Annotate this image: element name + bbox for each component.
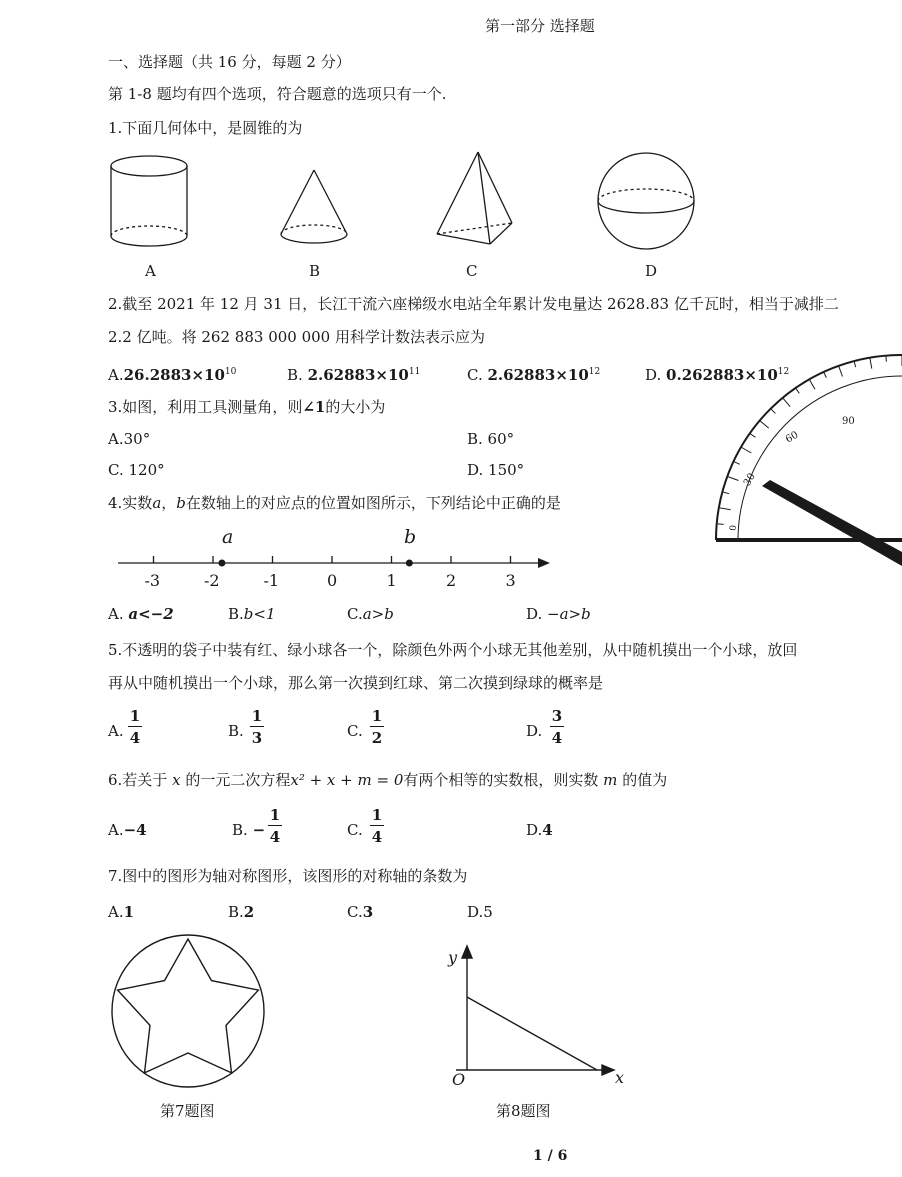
number-line-point-b	[406, 560, 413, 567]
protractor-tick-30: 30	[741, 471, 758, 489]
cone-figure	[281, 170, 347, 243]
q2-option-c: C. $2.62883\times 10^{12}$	[467, 366, 601, 384]
q7-option-d: D.5	[467, 903, 493, 921]
q4-option-a: A. a<−2	[108, 605, 174, 623]
number-line-tick-label: -1	[263, 571, 280, 590]
fig8-origin-label: O	[452, 1070, 466, 1089]
fig8-x-label: x	[615, 1068, 625, 1087]
q5-stem-line1: 5.不透明的袋子中装有红、绿小球各一个，除颜色外两个小球无其他差别，从中随机摸出一个小球，放回	[108, 641, 798, 659]
q5-option-c-fraction: 1 2	[371, 707, 383, 747]
protractor-tick-mark	[742, 448, 752, 454]
cylinder-figure	[111, 156, 187, 246]
q4-option-c: C.a>b	[347, 605, 394, 623]
q6-option-d: D.4	[526, 821, 553, 839]
q7-option-c: C.3	[347, 903, 374, 921]
protractor-tick-mark	[718, 524, 724, 525]
q5-option-a-letter: A.	[108, 722, 124, 740]
protractor-tick-mark	[783, 398, 790, 406]
q2-stem-line1: 2.截至 2021 年 12 月 31 日，长江干流六座梯级水电站全年累计发电量达 2628.83 亿千瓦时，相当于减排二	[108, 295, 839, 313]
protractor-tick-mark	[824, 372, 827, 377]
number-line-label-a: a	[222, 526, 234, 548]
number-line-tick-label: -2	[204, 571, 220, 590]
number-line-tick-label: 3	[505, 571, 516, 590]
fig8-y-label: y	[448, 948, 458, 967]
number-line-tick-label: 0	[327, 571, 338, 590]
q5-option-d-fraction: 3 4	[551, 707, 563, 747]
section-title: 第一部分 选择题	[485, 17, 595, 35]
q7-option-a: A.1	[108, 903, 135, 921]
q4-stem: 4.实数a，b在数轴上的对应点的位置如图所示，下列结论中正确的是	[108, 494, 561, 512]
q4-option-b: B.b<1	[228, 605, 276, 623]
q7-stem: 7.图中的图形为轴对称图形，该图形的对称轴的条数为	[108, 867, 468, 885]
part-instruction: 第 1-8 题均有四个选项，符合题意的选项只有一个.	[108, 85, 447, 103]
q5-option-a-fraction: 1 4	[129, 707, 141, 747]
q2-stem-line2: 2.2 亿吨。将 262 883 000 000 用科学计数法表示应为	[108, 328, 485, 346]
q6-option-b-letter: B. −	[232, 821, 266, 839]
q3-stem: 3.如图，利用工具测量角，则∠1的大小为	[108, 398, 386, 416]
axes-triangle-figure	[456, 946, 614, 1075]
protractor-tick-90: 90	[842, 416, 855, 427]
q6-option-b-fraction: 1 4	[269, 806, 281, 846]
protractor-figure	[716, 355, 902, 566]
number-line	[118, 556, 550, 568]
protractor-tick-mark	[886, 356, 887, 362]
q1-stem: 1.下面几何体中，是圆锥的为	[108, 119, 303, 137]
number-line-tick-label: -3	[144, 571, 161, 590]
q1-label-c: C	[466, 262, 478, 280]
q4-option-d: D. −a>b	[526, 605, 591, 623]
q3-option-a: A.30°	[108, 430, 151, 448]
number-line-point-a	[218, 560, 225, 567]
protractor-tick-mark	[723, 492, 729, 494]
protractor-tick-mark	[870, 358, 872, 369]
q2-option-a: $A.26.2883\times 10^{10}$	[108, 366, 237, 384]
protractor-tick-mark	[734, 462, 739, 465]
q3-option-d: D. 150°	[467, 461, 525, 479]
protractor-tick-mark	[720, 508, 731, 510]
page-number: 1 / 6	[533, 1148, 568, 1164]
q2-option-b: B. $2.62883\times 10^{11}$	[287, 366, 421, 384]
protractor-tick-mark	[760, 421, 768, 428]
number-line-label-b: b	[404, 526, 417, 548]
q6-option-a: A.−4	[108, 821, 147, 839]
sphere-figure	[598, 153, 694, 249]
q6-option-c-letter: C.	[347, 821, 363, 839]
q5-option-b-letter: B.	[228, 722, 244, 740]
protractor-tick-mark	[839, 366, 843, 376]
protractor-tick-mark	[854, 361, 856, 367]
protractor-tick-mark	[796, 388, 799, 393]
protractor-tick-0: 0	[728, 524, 740, 532]
star-in-circle-figure	[112, 935, 264, 1087]
q7-option-b: B.2	[228, 903, 255, 921]
number-line-tick-label: 2	[446, 571, 457, 590]
q5-stem-line2: 再从中随机摸出一个小球，那么第一次摸到红球、第二次摸到绿球的概率是	[108, 674, 604, 692]
part-heading: 一、选择题（共 16 分，每题 2 分）	[108, 53, 351, 71]
q5-option-b-fraction: 1 3	[251, 707, 263, 747]
q1-label-b: B	[309, 262, 321, 280]
protractor-tick-mark	[750, 434, 755, 437]
q5-option-c-letter: C.	[347, 722, 363, 740]
fig8-caption: 第8题图	[496, 1102, 551, 1120]
protractor-tick-mark	[810, 380, 816, 390]
q5-option-d-letter: D.	[526, 722, 543, 740]
q1-label-d: D	[645, 262, 658, 280]
protractor-tick-mark	[771, 409, 775, 413]
q6-option-c-fraction: 1 4	[371, 806, 383, 846]
fig7-caption: 第7题图	[160, 1102, 215, 1120]
protractor-tick-mark	[728, 477, 738, 481]
pyramid-figure	[437, 152, 512, 244]
number-line-tick-label: 1	[386, 571, 397, 590]
q3-option-c: C. 120°	[108, 461, 165, 479]
q6-stem: 6.若关于 x 的一元二次方程x² + x + m = 0有两个相等的实数根，则实数 m 的值为	[108, 771, 668, 789]
q2-option-d: D. $0.262883\times 10^{12}$	[645, 366, 790, 384]
q3-option-b: B. 60°	[467, 430, 515, 448]
q1-label-a: A	[145, 262, 156, 280]
protractor-tick-60: 60	[783, 429, 801, 446]
